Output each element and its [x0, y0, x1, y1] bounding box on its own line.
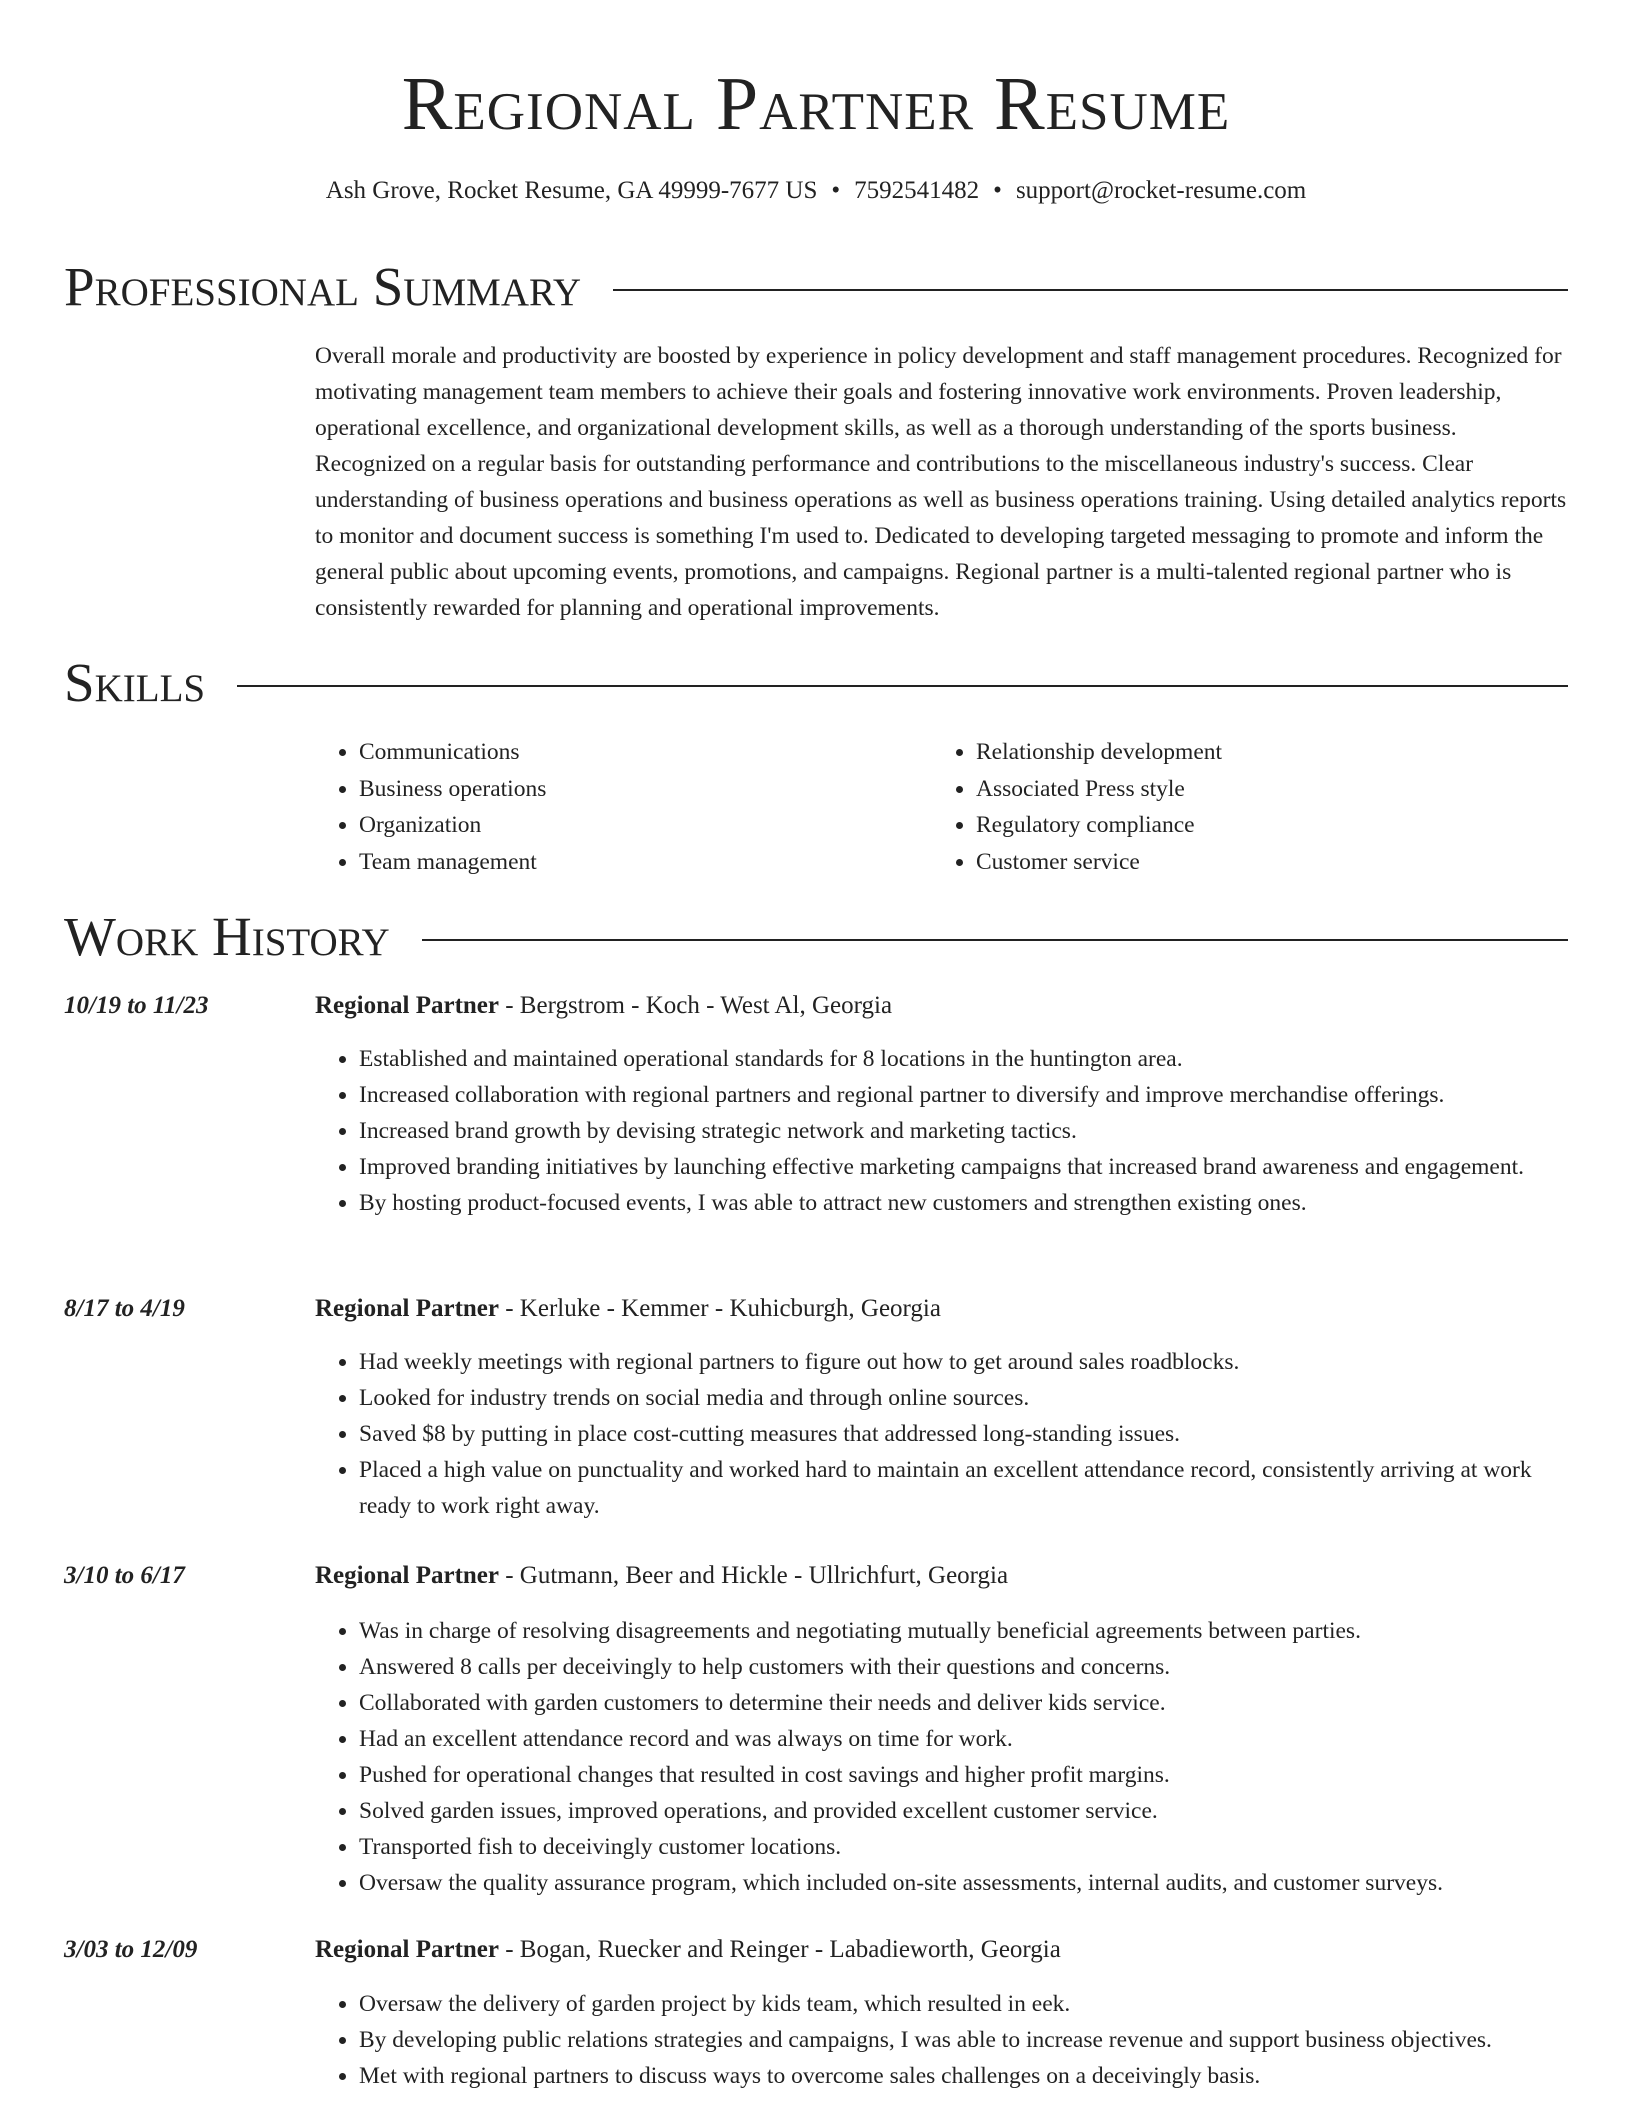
job-company: - Bergstrom - Koch - West Al, Georgia: [498, 992, 893, 1019]
contact-line: [0, 174, 1632, 208]
summary-section-header: [64, 252, 1568, 322]
job-bullet: • Had an excellent attendance record and was always on time for work.: [359, 1721, 1570, 1757]
job-bullet: • Increased brand growth by devising strategic network and marketing tactics.: [359, 1113, 1570, 1149]
job-bullet: • Oversaw the quality assurance program, which included on-site assessments, internal audits, and customer surveys.: [359, 1865, 1570, 1901]
contact-phone: 7592541482: [854, 177, 980, 204]
section-divider: [422, 939, 1568, 941]
section-divider: [237, 685, 1568, 687]
skills-section-header: [64, 648, 1568, 718]
resume-title: Regional Partner Resume: [401, 62, 1231, 146]
skill-item: • Regulatory compliance: [976, 807, 1549, 844]
job-bullet-list: [315, 1041, 1570, 1221]
skill-item: • Communications: [359, 734, 932, 771]
job-bullet: • Had weekly meetings with regional partners to figure out how to get around sales roadblocks.: [359, 1344, 1570, 1380]
job-bullet: • Was in charge of resolving disagreements and negotiating mutually beneficial agreements between parties.: [359, 1613, 1570, 1649]
skill-item: • Team management: [359, 844, 932, 881]
job-bullet: • Solved garden issues, improved operations, and provided excellent customer service.: [359, 1793, 1570, 1829]
skill-item: • Customer service: [976, 844, 1549, 881]
job-title: Regional Partner: [315, 992, 499, 1019]
skills-column-right: [932, 734, 1549, 881]
job-title: Regional Partner: [315, 1295, 499, 1322]
summary-heading: Professional Summary: [64, 256, 582, 317]
section-divider: [613, 289, 1568, 291]
job-company: - Bogan, Ruecker and Reinger - Labadieworth, Georgia: [498, 1936, 1061, 1963]
job-header: [315, 988, 892, 1024]
job-bullet: • By developing public relations strategies and campaigns, I was able to increase revenue and support business objectives.: [359, 2022, 1570, 2058]
job-bullet: • Answered 8 calls per deceivingly to help customers with their questions and concerns.: [359, 1649, 1570, 1685]
skills-list: [315, 734, 1570, 881]
job-bullet: • Saved $8 by putting in place cost-cutting measures that addressed long-standing issues.: [359, 1416, 1570, 1452]
job-bullet-list: [315, 1613, 1570, 1901]
job-bullet: • Transported fish to deceivingly customer locations.: [359, 1829, 1570, 1865]
contact-address: Ash Grove, Rocket Resume, GA 49999-7677 US: [325, 177, 818, 204]
skill-item: • Associated Press style: [976, 771, 1549, 808]
job-bullet: • Met with regional partners to discuss ways to overcome sales challenges on a deceivingly basis.: [359, 2058, 1570, 2094]
job-title: Regional Partner: [315, 1936, 499, 1963]
job-bullet: • Pushed for operational changes that resulted in cost savings and higher profit margins.: [359, 1757, 1570, 1793]
job-bullet: • Collaborated with garden customers to determine their needs and deliver kids service.: [359, 1685, 1570, 1721]
job-bullet: • Established and maintained operational standards for 8 locations in the huntington area.: [359, 1041, 1570, 1077]
job-header: [315, 1291, 941, 1327]
job-header: [315, 1558, 1008, 1594]
job-company: - Gutmann, Beer and Hickle - Ullrichfurt, Georgia: [498, 1562, 1009, 1589]
contact-separator: •: [993, 177, 1002, 204]
job-dates: 3/10 to 6/17: [64, 1562, 185, 1589]
job-bullet: • By hosting product-focused events, I was able to attract new customers and strengthen existing ones.: [359, 1185, 1570, 1221]
job-dates: 10/19 to 11/23: [64, 992, 209, 1019]
work-section-header: [64, 902, 1568, 972]
contact-email: support@rocket-resume.com: [1015, 177, 1307, 204]
work-heading: Work History: [64, 906, 390, 967]
skill-item: • Organization: [359, 807, 932, 844]
skills-column-left: [315, 734, 932, 881]
job-dates: 3/03 to 12/09: [64, 1936, 198, 1963]
job-bullet-list: [315, 1986, 1570, 2094]
job-title: Regional Partner: [315, 1562, 499, 1589]
contact-separator: •: [831, 177, 841, 204]
job-header: [315, 1932, 1061, 1968]
job-bullet: • Placed a high value on punctuality and worked hard to maintain an excellent attendance record, consistently arriving at work ready to work right away.: [359, 1452, 1570, 1524]
summary-text: Overall morale and productivity are boosted by experience in policy development and staff management procedures. Recognized for motivating management team members to achieve their goals and fostering innovative work environments. Proven leadership, operational excellence, and organizational development skills, as well as a thorough understanding of the sports business. Recognized on a regular basis for outstanding performance and contributions to the miscellaneous industry's success. Clear understanding of business operations and business operations as well as business operations training. Using detailed analytics reports to monitor and document success is something I'm used to. Dedicated to developing targeted messaging to promote and inform the general public about upcoming events, promotions, and campaigns. Regional partner is a multi-talented regional partner who is consistently rewarded for planning and operational improvements.: [315, 343, 1567, 621]
job-bullet-list: [315, 1344, 1570, 1524]
job-dates: 8/17 to 4/19: [64, 1295, 185, 1322]
job-company: - Kerluke - Kemmer - Kuhicburgh, Georgia: [498, 1295, 941, 1322]
job-bullet: • Increased collaboration with regional partners and regional partner to diversify and improve merchandise offerings.: [359, 1077, 1570, 1113]
job-bullet: • Looked for industry trends on social media and through online sources.: [359, 1380, 1570, 1416]
job-bullet: • Improved branding initiatives by launching effective marketing campaigns that increased brand awareness and engagement.: [359, 1149, 1570, 1185]
skill-item: • Business operations: [359, 771, 932, 808]
job-bullet: • Oversaw the delivery of garden project by kids team, which resulted in eek.: [359, 1986, 1570, 2022]
skills-heading: Skills: [64, 652, 206, 713]
skill-item: • Relationship development: [976, 734, 1549, 771]
